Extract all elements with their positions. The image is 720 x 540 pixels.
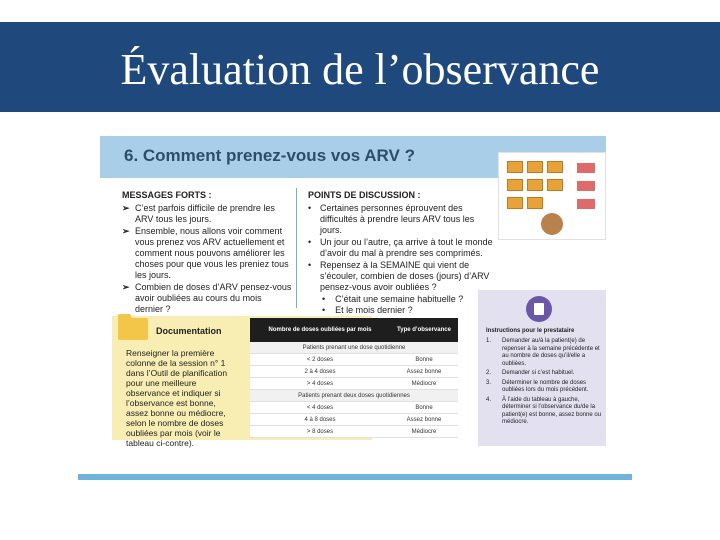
illustration-cell [527,161,543,173]
table-cell-type: Bonne [415,356,433,363]
instruction-text: Demander si c’est habituel. [502,370,575,376]
table-row [250,402,458,414]
illustration-tag [577,181,595,191]
messages-heading: MESSAGES FORTS : [122,190,212,200]
illustration-cell [527,197,543,209]
dot-bullet-icon: • [322,294,326,304]
title-bar [0,22,720,112]
table-row [250,414,458,426]
instructions-box [478,290,606,446]
instruction-item [486,370,602,378]
table-row [250,354,458,366]
table-header-doses: Nombre de doses oubliées par mois [268,327,372,333]
instruction-number: 2. [486,370,492,376]
instruction-number: 4. [486,396,492,403]
arrow-bullet-icon: ➢ [122,282,130,292]
instruction-item [486,380,602,395]
table-cell-type: Médiocre [411,428,437,435]
slide-title: Évaluation de l’observance [120,45,600,94]
discussion-sub-item [308,305,498,316]
table-header-row [250,318,458,342]
message-text: Combien de doses d’ARV pensez-vous avoir oubliées au cours du mois dernier ? [135,282,292,314]
bottom-rule [78,474,632,480]
column-divider [296,188,297,308]
illustration-cell [507,179,523,191]
illustration-cell [547,161,563,173]
message-item [122,282,292,315]
message-item [122,226,292,281]
illustration-cell [527,179,543,191]
discussion-text: Certaines personnes éprouvent des difficultés à prendre leurs ARV tous les jours. [320,203,475,235]
message-text: Ensemble, nous allons voir comment vous prenez vos ARV actuellement et comment nous pouvons améliorer les choses pour que vous les preniez tous les jours. [135,226,289,280]
instruction-item [486,397,602,427]
table-cell-doses: 2 à 4 doses [304,368,336,375]
instruction-text: Demander au/à la patient(e) de repenser à la semaine précédente et au nombre de doses qu’il/elle a oubliées. [502,338,600,367]
table-cell-type: Assez bonne [406,368,442,375]
discussion-item [308,203,498,236]
discussion-text: Un jour ou l’autre, ça arrive à tout le monde d’avoir du mal à prendre ses comprimés. [320,237,493,258]
discussion-sub-item [308,294,498,305]
discussion-heading: POINTS DE DISCUSSION : [308,190,421,200]
table-section-row [250,390,458,402]
illustration-cell [507,161,523,173]
table-section-label: Patients prenant deux doses quotidiennes [298,392,410,399]
discussion-item [308,260,498,293]
illustration-tag [577,163,595,173]
table-cell-doses: > 4 doses [306,380,334,387]
table-row [250,426,458,438]
card-header-title: 6. Comment prenez-vous vos ARV ? [124,146,415,165]
dot-bullet-icon: • [308,260,312,270]
table-cell-type: Bonne [415,404,433,411]
discussion-item [308,237,498,259]
table-cell-doses: 4 à 8 doses [304,416,336,423]
message-item [122,203,292,225]
instructions-list [486,338,602,429]
clipboard-icon [526,296,552,322]
arrow-bullet-icon: ➢ [122,203,130,213]
illustration-tag [577,199,595,209]
documentation-title: Documentation [156,326,222,336]
person-icon [541,213,563,235]
instruction-item [486,338,602,368]
table-cell-type: Médiocre [411,380,437,387]
instruction-text: Déterminer le nombre de doses oubliées lors du mois précédent. [502,379,589,393]
table-row [250,378,458,390]
documentation-text: Renseigner la première colonne de la session n° 1 dans l’Outil de planification pour une meilleure observance et indiquer si l’observance est bonne, assez bonne ou médiocre, selon le nombre de doses oubliées par mois (voir le tableau ci-contre). [126,348,228,448]
folder-icon [118,318,148,340]
message-text: C’est parfois difficile de prendre les ARV tous les jours. [135,203,275,224]
table-row [250,366,458,378]
table-header-type: Type d’observance [397,327,451,333]
discussion-section [308,190,498,316]
dot-bullet-icon: • [308,203,312,213]
arrow-bullet-icon: ➢ [122,226,130,236]
adherence-table [250,318,458,438]
illustration-cell [547,179,563,191]
dot-bullet-icon: • [322,305,326,315]
instruction-text: À l’aide du tableau à gauche, déterminer si l’observance du/de la patient(e) est bonne, assez bonne ou médiocre. [502,396,602,425]
instructions-title: Instructions pour le prestataire [486,328,575,334]
table-cell-doses: < 4 doses [306,404,334,411]
table-section-row [250,342,458,354]
table-cell-doses: > 8 doses [306,428,334,435]
dot-bullet-icon: • [308,237,312,247]
discussion-text: Repensez à la SEMAINE qui vient de s’écouler, combien de doses (jours) d’ARV pensez-vous avoir oubliées ? [320,260,490,292]
content-card [100,136,606,454]
table-cell-type: Assez bonne [406,416,442,423]
illustration-cell [507,197,523,209]
discussion-sub-text: Et le mois dernier ? [335,305,413,315]
table-cell-doses: < 2 doses [306,356,334,363]
table-section-label: Patients prenant une dose quotidienne [302,344,406,351]
discussion-sub-text: C’était une semaine habituelle ? [335,294,464,304]
messages-section [122,190,292,316]
illustration-thumbnail [498,152,606,240]
instruction-number: 1. [486,338,492,344]
instruction-number: 3. [486,379,492,386]
